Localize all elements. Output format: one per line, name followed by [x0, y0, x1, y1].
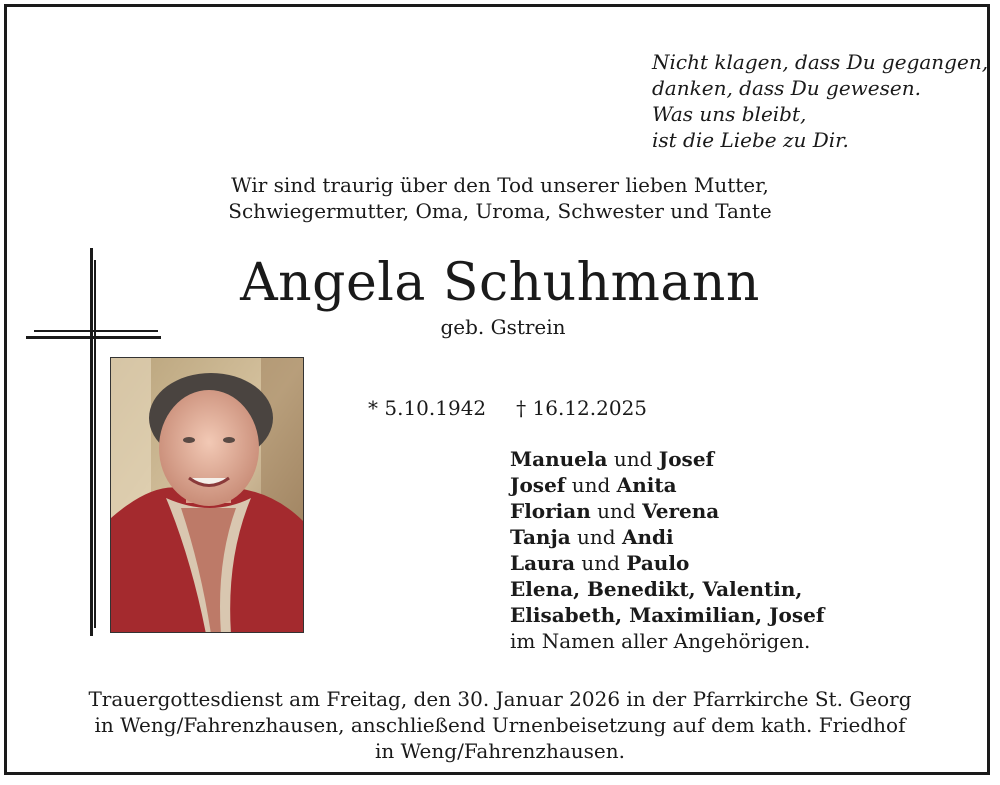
intro-line: Wir sind traurig über den Tod unserer lieben Mutter,	[231, 173, 769, 197]
intro-line: Schwiegermutter, Oma, Uroma, Schwester und Tante	[228, 199, 772, 223]
maiden-name: geb. Gstrein	[440, 315, 566, 339]
portrait-photo	[110, 357, 304, 633]
poem-line: Was uns bleibt,	[652, 102, 807, 126]
family-row: Florian und Verena	[510, 499, 720, 523]
poem-line: ist die Liebe zu Dir.	[652, 128, 849, 152]
service-line: in Weng/Fahrenzhausen.	[375, 739, 625, 763]
grandchildren-line: Elena, Benedikt, Valentin,	[510, 577, 803, 601]
family-list	[510, 446, 824, 654]
family-row: Tanja und Andi	[510, 525, 674, 549]
closing-line: im Namen aller Angehörigen.	[510, 629, 811, 653]
poem	[652, 49, 988, 153]
grandchildren-line: Elisabeth, Maximilian, Josef	[510, 603, 825, 627]
family-row: Manuela und Josef	[510, 447, 715, 471]
death-date: † 16.12.2025	[516, 396, 648, 420]
family-row: Laura und Paulo	[510, 551, 690, 575]
life-dates	[368, 395, 647, 421]
deceased-name: Angela Schuhmann	[240, 253, 760, 313]
poem-line: Nicht klagen, dass Du gegangen,	[652, 50, 989, 74]
service-line: in Weng/Fahrenzhausen, anschließend Urnenbeisetzung auf dem kath. Friedhof	[94, 713, 906, 737]
birth-date: * 5.10.1942	[368, 396, 487, 420]
poem-line: danken, dass Du gewesen.	[652, 76, 921, 100]
family-row: Josef und Anita	[510, 473, 677, 497]
intro-text	[0, 172, 1000, 224]
service-info	[0, 686, 1000, 764]
service-line: Trauergottesdienst am Freitag, den 30. Januar 2026 in der Pfarrkirche St. Georg	[88, 687, 912, 711]
